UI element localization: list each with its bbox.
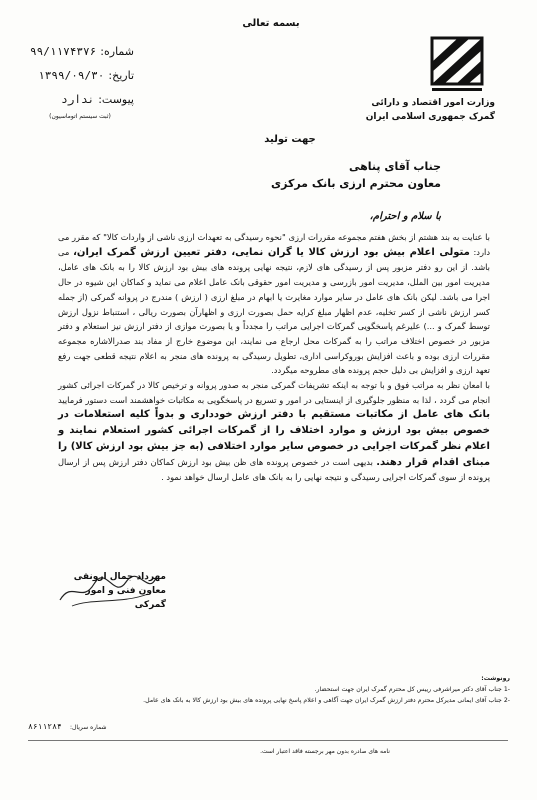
body-p2-intro: با امعان نظر به مراتب فوق و با توجه به اینکه تشریفات گمرکی منجر به صدور پروانه و ترخیص کالا در گمرکات اجرائی کشور انجام می گردد ، لذا به منظور جلوگیری از اینستایی در امور و تسریع در پاسخگویی به مکاتبات خواهشمند است دستور فرمایید bbox=[58, 380, 490, 405]
signatory-title: معاون فنی و امور گمرکی bbox=[85, 586, 166, 610]
meta-date-row bbox=[14, 64, 134, 88]
cc-item-2: -2 جناب آقای ایمانی مدیرکل محترم دفتر ارزش گمرک ایران جهت آگاهی و اعلام پاسخ نهایی پرونده های بیش بود ارزش کالا به بانک های عامل. bbox=[143, 697, 510, 704]
automation-note: (ثبت سیستم اتوماسیون) bbox=[49, 113, 111, 120]
recipient-name: جناب آقای پناهی bbox=[349, 160, 441, 173]
body-p1-rest: می باشد. از این رو دفتر مزبور پس از رسیدگی های لازم، نتیجه نهایی پرونده های بیش بود ارزش کالا را به بانک های عامل، مدیریت امور بین الملل، مدیریت امور بازرسی و مدیریت امور حقوقی بانک عامل اعلام می نماید و کماکان این شیوه در حال اجرا می باشد. لیکن بانک های عامل در سایر موارد مغایرت یا ابهام در مبلغ ارزی ( ارزش ) مندرج در پروانه گمرکی (از جمله کسر ارزش ناشی از کسر تخلیه، عدم اظهار مبلغ کرایه حمل بصورت ارزی و اظهارآن بصورت ریالی ، استنباط نزول ارزش توسط گمرک و ...) علیرغم پاسخگویی گمرکات اجرایی مراتب را مجدداً و یا بصورت موازی از دفتر ارزش نیز استعلام و دفتر مزبور در خصوص اختلاف مراتب را به گمرکات محل ارجاع می نمایند، این موضوع خارج از مفاد بند صدرالاشاره مجموعه مقررات ارزی بوده و باعث افزایش بوروکراسی اداری، تطویل رسیدگی به پرونده های منجر به اعلام نتیجه قطعی جهت رفع تعهد ارزی و افزایش بی دلیل حجم پرونده های مطروحه میگردد. bbox=[58, 246, 490, 376]
body-p1-intro: با عنایت به بند هشتم از بخش هفتم مجموعه مقررات ارزی "نحوه رسیدگی به تعهدات ارزی ناشی از واردات کالا" که مقرر می دارد: bbox=[58, 232, 491, 257]
meta-attachment-value: ندارد bbox=[61, 93, 95, 106]
cc-heading: رونوشت: bbox=[481, 675, 510, 682]
footer-disclaimer: نامه های صادره بدون مهر برجسته فاقد اعتبار است. bbox=[260, 748, 390, 755]
serial-value: ۸۶۱۱۲۸۴ bbox=[28, 722, 62, 731]
meta-date-label: تاریخ: bbox=[108, 69, 134, 82]
letter-meta bbox=[14, 40, 134, 112]
meta-number-label: شماره: bbox=[100, 45, 134, 58]
signatory-name: مهرداد جمال ارونقی bbox=[73, 572, 166, 582]
recipient-title: معاون محترم ارزی بانک مرکزی bbox=[271, 177, 441, 190]
bismillah-heading: بسمه تعالی bbox=[242, 18, 300, 29]
meta-attachment-label: پیوست: bbox=[98, 93, 134, 106]
meta-number-value: ۹۹/۱۱۷۴۳۷۶ bbox=[30, 45, 97, 58]
signature-block bbox=[56, 570, 166, 612]
salutation: با سلام و احترام، bbox=[369, 211, 441, 222]
meta-date-value: ۱۳۹۹/۰۹/۳۰ bbox=[38, 69, 105, 82]
letter-body bbox=[58, 230, 490, 485]
serial-label: شماره سریال: bbox=[70, 724, 107, 731]
footer-divider bbox=[28, 740, 508, 741]
body-p2-rest: بدیهی است در خصوص پرونده های ظن بیش بود ارزش کماکان دفتر ارزش پس از ارسال پرونده از سوی گمرکات اجرایی رسیدگی و نتیجه نهایی را به بانک های عامل ارسال خواهد نمود . bbox=[58, 456, 490, 483]
org-line-customs: گمرک جمهوری اسلامی ایران bbox=[365, 112, 495, 122]
cc-item-1: -1 جناب آقای دکتر میراشرفی رییس کل محترم گمرک ایران جهت استحضار. bbox=[314, 686, 510, 693]
recipient-purpose: جهت تولید bbox=[264, 134, 316, 145]
body-p2-highlight: بانک های عامل از مکاتبات مستقیم با دفتر ارزش خودداری و بدواً کلیه استعلامات در خصوص بیش بود ارزش و موارد اختلاف را از گمرکات اجرائی کشور استعلام نمایند و اعلام نظر گمرکات اجرایی در خصوص سایر موارد اختلافی (به جز بیش بود ارزش کالا) را مبنای اقدام قرار دهند. bbox=[58, 409, 491, 468]
organization-name bbox=[325, 96, 495, 124]
meta-number-row bbox=[14, 40, 134, 64]
carbon-copy-list bbox=[30, 673, 510, 706]
body-p1-highlight: متولی اعلام بیش بود ارزش کالا یا گران نمایی، دفتر تعیین ارزش گمرک ایران، bbox=[73, 246, 470, 258]
org-line-ministry: وزارت امور اقتصاد و دارائی bbox=[371, 98, 495, 108]
customs-emblem-icon bbox=[418, 36, 496, 94]
body-paragraph-2 bbox=[58, 378, 490, 485]
body-paragraph-1 bbox=[58, 230, 490, 378]
meta-attachment-row bbox=[14, 88, 134, 112]
